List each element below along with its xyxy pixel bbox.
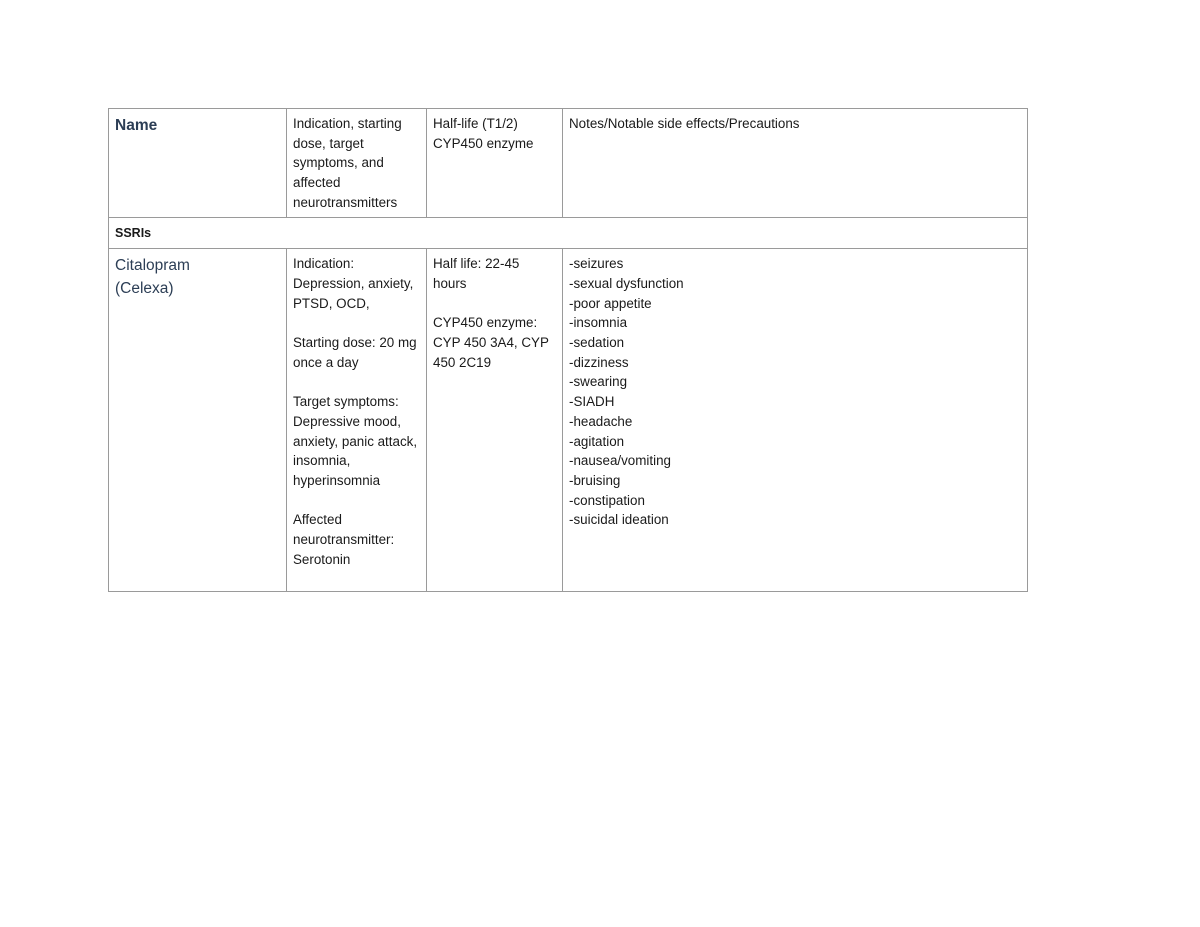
half-life-value: Half life: 22-45 hours [433, 256, 520, 291]
header-name-cell [109, 109, 287, 218]
header-cyp-enzyme: CYP450 enzyme [433, 135, 534, 151]
header-indication: Indication, starting dose, target symptoms, and affected neurotransmitters [293, 116, 402, 210]
table-header-row [109, 109, 1028, 218]
list-item: -insomnia [569, 315, 628, 331]
drug-indication-cell [287, 249, 427, 592]
list-item: -nausea/vomiting [569, 453, 671, 469]
section-row [109, 217, 1028, 249]
list-item: -sexual dysfunction [569, 275, 684, 291]
cyp-enzyme-label: CYP450 enzyme: [433, 315, 538, 331]
affected-neurotransmitter-value: Serotonin [293, 551, 351, 567]
header-half-life: Half-life (T1/2) [433, 116, 518, 131]
header-notes: Notes/Notable side effects/Precautions [569, 116, 800, 131]
list-item: -sedation [569, 335, 625, 351]
header-name: Name [115, 117, 158, 134]
drug-name: Citalopram [115, 257, 190, 275]
list-item: -poor appetite [569, 295, 652, 311]
cyp-enzyme-value: CYP 450 3A4, CYP 450 2C19 [433, 335, 549, 370]
drug-name-cell [109, 249, 287, 592]
affected-neurotransmitter-label: Affected neurotransmitter: [293, 512, 395, 548]
drug-half-life-cell [427, 249, 563, 592]
list-item: -seizures [569, 256, 624, 272]
target-symptoms-value: Depressive mood, anxiety, panic attack, insomnia, hyperinsomnia [293, 413, 418, 488]
header-notes-cell [563, 109, 1028, 218]
list-item: -agitation [569, 433, 625, 449]
side-effects-list [569, 254, 1021, 530]
list-item: -bruising [569, 472, 621, 488]
drug-notes-cell [563, 249, 1028, 592]
header-indication-cell [287, 109, 427, 218]
medication-table [108, 108, 1028, 592]
indication-label: Indication: [293, 256, 355, 272]
drug-brand-name: (Celexa) [115, 280, 174, 298]
section-label: SSRIs [109, 217, 1028, 249]
list-item: -suicidal ideation [569, 512, 669, 528]
header-half-life-cell [427, 109, 563, 218]
indication-value: Depression, anxiety, PTSD, OCD, [293, 275, 414, 311]
list-item: -dizziness [569, 354, 629, 370]
starting-dose: Starting dose: 20 mg once a day [293, 335, 417, 370]
list-item: -SIADH [569, 394, 615, 410]
list-item: -constipation [569, 492, 645, 508]
list-item: -swearing [569, 374, 628, 390]
target-symptoms-label: Target symptoms: [293, 394, 399, 410]
table-row [109, 249, 1028, 592]
list-item: -headache [569, 413, 633, 429]
